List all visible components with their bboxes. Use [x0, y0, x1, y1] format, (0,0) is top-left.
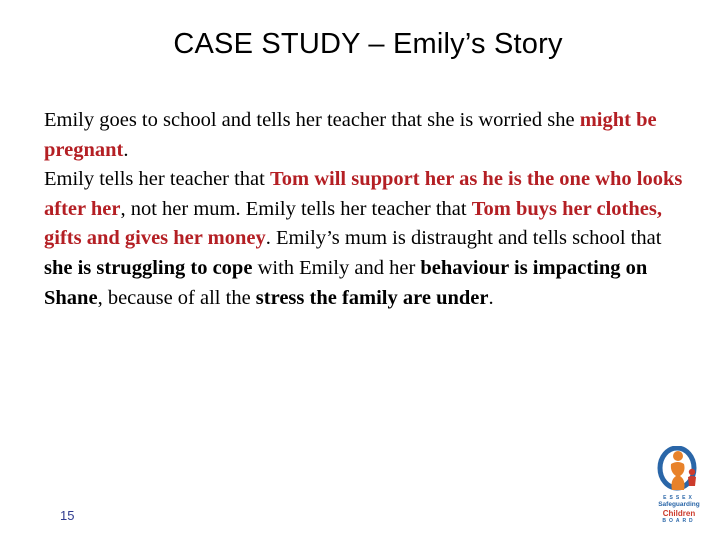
text-run: with Emily and her: [252, 256, 421, 279]
bold-phrase: behaviour is impacting on Shane: [44, 256, 648, 309]
essex-safeguarding-children-board-logo: [651, 446, 707, 534]
logo-text-board: BOARD: [662, 517, 696, 524]
slide-title: CASE STUDY – Emily’s Story: [173, 28, 563, 60]
highlighted-phrase: Tom will support her as he is the one who looks after her: [44, 168, 683, 220]
highlighted-phrase: Tom buys her clothes, gifts and gives her money: [44, 197, 662, 250]
text-run: , not her mum. Emily tells her teacher that: [120, 197, 472, 220]
text-run: Emily tells her teacher that: [44, 168, 270, 191]
text-run: .: [123, 138, 129, 161]
text-run: .: [488, 286, 494, 309]
text-run: Emily goes to school and tells her teacher that she is worried she: [44, 109, 580, 131]
logo-text-children: Children: [662, 508, 696, 518]
bold-phrase: she is struggling to cope: [44, 256, 253, 279]
bold-phrase: stress the family are under: [255, 286, 489, 309]
page-number: 15: [60, 508, 75, 523]
logo-text-essex: ESSEX: [663, 495, 695, 501]
logo-wordmark: [651, 496, 707, 524]
text-run: , because of all the: [97, 286, 256, 309]
text-run: . Emily’s mum is distraught and tells school that: [265, 227, 662, 250]
family-figure-icon: [651, 446, 707, 496]
case-study-paragraph: [44, 106, 694, 313]
highlighted-phrase: might be pregnant: [44, 109, 657, 161]
logo-text-safeguarding: Safeguarding: [658, 501, 700, 508]
